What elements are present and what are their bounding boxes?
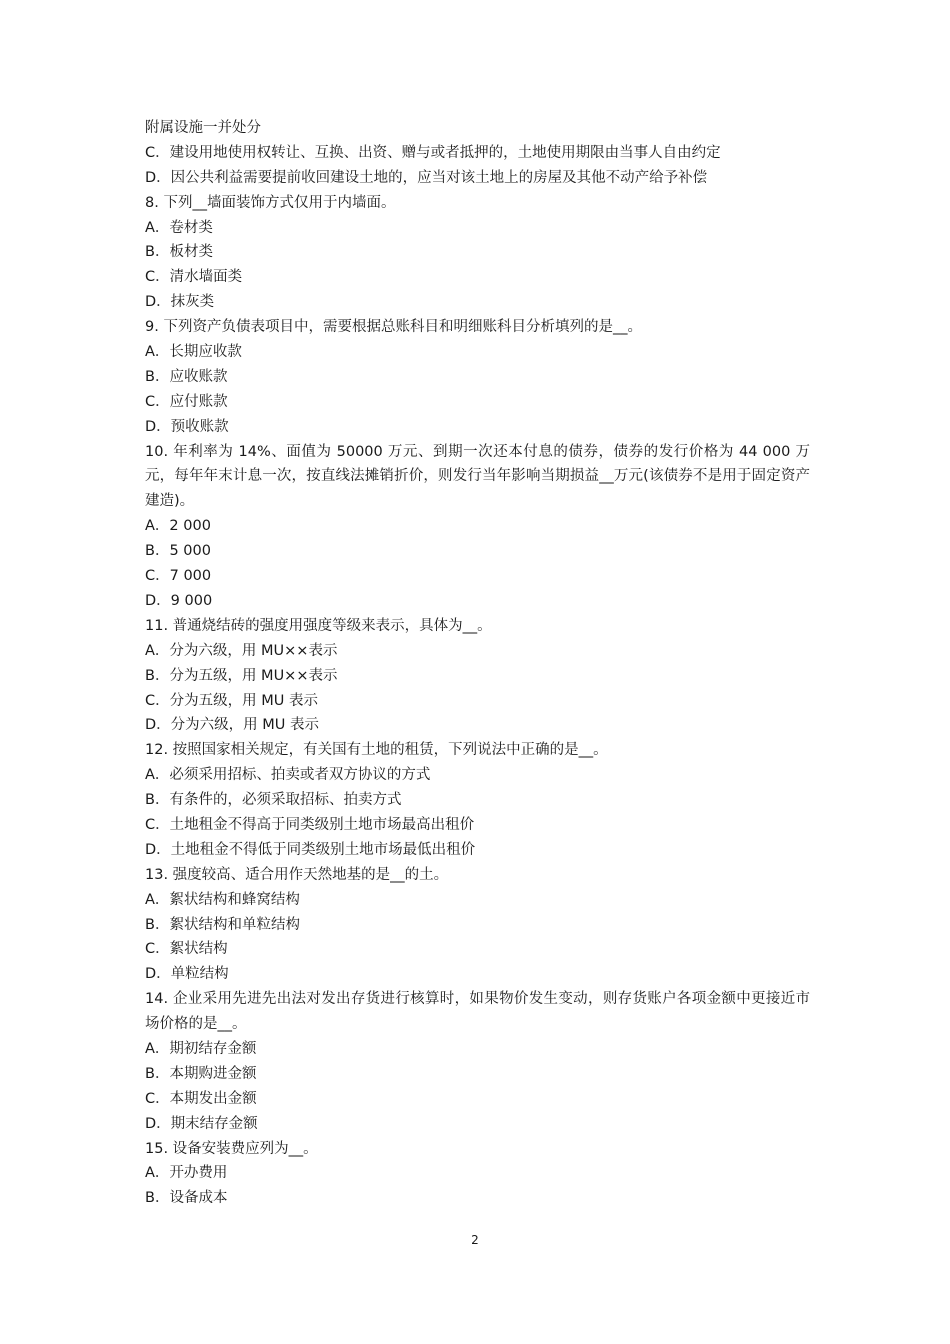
- option-line: B．5 000: [145, 543, 211, 560]
- option-line: C．应付账款: [145, 393, 228, 410]
- option-line: A．长期应收款: [145, 344, 242, 361]
- option-line: C．建设用地使用权转让、互换、出资、赠与或者抵押的，土地使用期限由当事人自由约定: [145, 144, 721, 161]
- option-line: B．板材类: [145, 244, 213, 261]
- option-line: C．土地租金不得高于同类级别土地市场最高出租价: [145, 816, 475, 833]
- option-line: B．分为五级，用 MU××表示: [145, 667, 338, 684]
- option-line: A．开办费用: [145, 1165, 228, 1182]
- option-line: C．7 000: [145, 568, 212, 585]
- option-line: A．2 000: [145, 518, 211, 535]
- option-line: A．期初结存金额: [145, 1041, 257, 1058]
- option-line: A．必须采用招标、拍卖或者双方协议的方式: [145, 767, 431, 784]
- option-line: D．分为六级，用 MU 表示: [145, 717, 320, 734]
- option-line: C．絮状结构: [145, 941, 228, 958]
- question-line: 9. 下列资产负债表项目中，需要根据总账科目和明细账科目分析填列的是__。: [145, 319, 642, 336]
- option-line: D．土地租金不得低于同类级别土地市场最低出租价: [145, 841, 476, 858]
- question-line: 8. 下列__墙面装饰方式仅用于内墙面。: [145, 194, 396, 211]
- option-line: D．9 000: [145, 592, 213, 609]
- option-line: D．预收账款: [145, 418, 229, 435]
- option-line: D．抹灰类: [145, 294, 215, 311]
- option-line: D．单粒结构: [145, 966, 229, 983]
- option-line: D．期末结存金额: [145, 1115, 258, 1132]
- question-line: 13. 强度较高、适合用作天然地基的是__的土。: [145, 866, 449, 883]
- option-line: B．应收账款: [145, 368, 228, 385]
- option-line: B．絮状结构和单粒结构: [145, 916, 300, 933]
- document-body: [145, 116, 810, 1211]
- option-line: C．分为五级，用 MU 表示: [145, 692, 318, 709]
- text-line: 附属设施一并处分: [145, 120, 261, 136]
- option-line: B．本期购进金额: [145, 1065, 257, 1082]
- question-line: 15. 设备安装费应列为__。: [145, 1140, 318, 1157]
- option-line: A．分为六级，用 MU××表示: [145, 642, 338, 659]
- option-line: B．有条件的，必须采取招标、拍卖方式: [145, 792, 402, 809]
- question-line: 11. 普通烧结砖的强度用强度等级来表示，具体为__。: [145, 617, 492, 634]
- option-line: D．因公共利益需要提前收回建设土地的，应当对该土地上的房屋及其他不动产给予补偿: [145, 169, 708, 186]
- option-line: A．卷材类: [145, 219, 213, 236]
- option-line: A．絮状结构和蜂窝结构: [145, 891, 300, 908]
- question-paragraph: 10. 年利率为 14%、面值为 50000 万元、到期一次还本付息的债券，债券的发行价格为 44 000 万元，每年年末计息一次，按直线法摊销折价，则发行当年影响当期损益__万元(该债券不是用于固定资产建造)。: [145, 443, 810, 510]
- option-line: C．清水墙面类: [145, 269, 243, 286]
- option-line: B．设备成本: [145, 1190, 228, 1207]
- option-line: C．本期发出金额: [145, 1090, 257, 1107]
- page-number: 2: [471, 1233, 479, 1247]
- question-paragraph: 14. 企业采用先进先出法对发出存货进行核算时，如果物价发生变动，则存货账户各项金额中更接近市场价格的是__。: [145, 991, 810, 1033]
- question-line: 12. 按照国家相关规定，有关国有土地的租赁，下列说法中正确的是__。: [145, 742, 608, 759]
